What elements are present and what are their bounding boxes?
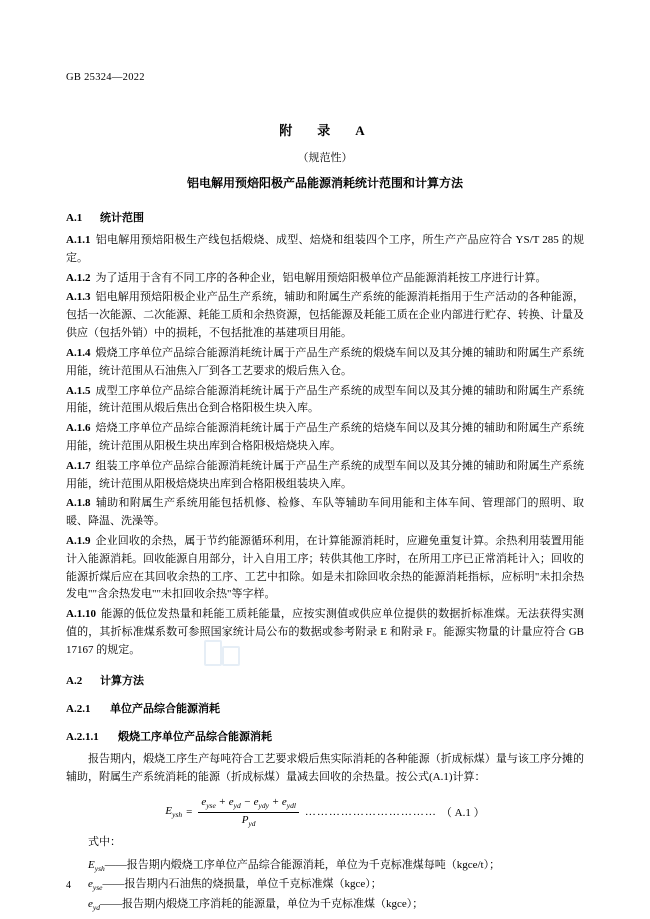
clause-a110 — [66, 606, 584, 659]
section-title: 计算方法 — [100, 674, 144, 687]
clause-number: A.1.5 — [66, 384, 91, 397]
definition-symbol: $E_{ysh}$ — [88, 858, 105, 873]
section-number: A.2 — [66, 674, 83, 687]
formula-denominator: $P_{yd}$ — [241, 813, 256, 828]
section-heading-a211 — [66, 728, 584, 744]
section-number: A.2.1 — [66, 702, 91, 715]
section-number: A.1 — [66, 212, 83, 224]
clause-number: A.1.1 — [66, 234, 91, 246]
formula-intro: 式中： — [88, 835, 121, 848]
formula-leader-dots: …………………………… — [304, 806, 437, 818]
appendix-name: 铝电解用预焙阳极产品能源消耗统计范围和计算方法 — [186, 176, 463, 190]
clause-text: 铝电解用预焙阳极生产线包括煅烧、成型、焙烧和组装四个工序，所生产产品应符合 YS/T 285 的规定。 — [66, 234, 584, 264]
page-content — [66, 120, 584, 915]
definition-symbol: $e_{yse}$ — [88, 878, 103, 893]
formula-a1 — [66, 796, 584, 827]
section-number: A.2.1.1 — [66, 730, 99, 743]
clause-number: A.1.7 — [66, 459, 91, 472]
definition-symbol: $e_{yd}$ — [88, 898, 100, 913]
clause-a11 — [66, 232, 584, 268]
clause-text: 成型工序单位产品综合能源消耗统计属于产品生产系统的成型车间以及其分摊的辅助和附属生产系统用能，统计范围从煅后焦出仓到合格阳极生块入库。 — [66, 384, 584, 415]
clause-a14 — [66, 345, 584, 381]
clause-text: 组装工序单位产品综合能源消耗统计属于产品生产系统的成型车间以及其分摊的辅助和附属生产系统用能，统计范围从阳极焙烧块出库到合格阳极组装块入库。 — [66, 459, 584, 490]
definition-item: $e_{yse}——$报告期内石油焦的烧损量，单位千克标准煤（kgce）； — [88, 878, 382, 893]
page-header: GB 25324—2022 — [66, 72, 145, 83]
definition-item: $e_{yd}——$报告期内煅烧工序消耗的能源量，单位为千克标准煤（kgce）； — [88, 898, 424, 913]
formula-lhs: $E_{ysh}$ — [165, 804, 183, 820]
clause-a15 — [66, 383, 584, 419]
clause-a13 — [66, 289, 584, 342]
clause-a18 — [66, 495, 584, 531]
definition-text: 报告期内石油焦的烧损量，单位千克标准煤（kgce）； — [124, 878, 382, 891]
section-heading-a1 — [66, 209, 584, 225]
formula-fraction — [198, 796, 299, 827]
appendix-subtitle: （规范性） — [297, 152, 353, 164]
definition-text: 报告期内煅烧工序消耗的能源量，单位为千克标准煤（kgce）； — [121, 898, 424, 911]
clause-number: A.1.8 — [66, 497, 91, 510]
clause-a19 — [66, 533, 584, 604]
watermark-logo — [198, 638, 244, 666]
clause-a16 — [66, 420, 584, 456]
appendix-title: 附 录 A — [279, 123, 371, 138]
clause-text: 辅助和附属生产系统用能包括机修、检修、车队等辅助车间用能和主体车间、管理部门的照明、取暖、降温、洗澡等。 — [66, 497, 584, 528]
clause-text: 焙烧工序单位产品综合能源消耗统计属于产品生产系统的焙烧车间以及其分摊的辅助和附属生产系统用能，统计范围从阳极生块出库到合格阳极焙烧块入库。 — [66, 422, 584, 452]
clause-number: A.1.4 — [66, 346, 91, 359]
formula-numerator: $e_{yse} + e_{yd} - e_{ydy} + e_{ydl}$ — [198, 796, 299, 812]
definition-item: $E_{ysh}——$报告期内煅烧工序单位产品综合能源消耗，单位为千克标准煤每吨（kgce/t）； — [88, 858, 501, 873]
formula-equals: = — [186, 806, 193, 818]
clause-a12 — [66, 270, 584, 288]
clause-text: 能源的低位发热量和耗能工质耗能量，应按实测值或供应单位提供的数据折标准煤。无法获得实测值的，其折标准煤系数可参照国家统计局公布的数据或参考附录 E 和附录 F。能源实物量的计量应符合 GB 17167 的规定。 — [66, 608, 584, 656]
page-number: 4 — [66, 880, 71, 891]
clause-text: 铝电解用预焙阳极企业产品生产系统，辅助和附属生产系统的能源消耗指用于生产活动的各种能源，包括一次能源、二次能源、耗能工质和余热资源，包括能源及耗能工质在企业内部进行贮存、转换、计量及供应（包括外销）中的损耗，不包括批准的基建项目用能。 — [66, 291, 584, 340]
clause-text: 企业回收的余热，属于节约能源循环利用，在计算能源消耗时，应避免重复计算。余热利用装置用能计入能源消耗。回收能源自用部分，计入自用工序；转供其他工序时，在所用工序已正常消耗计入；回收的能源折煤后应在其回收余热的工序、工艺中扣除。如是未扣除回收余热的能源消耗指标，应标明"未扣余热发电""含余热发电""未扣回收余热"等字样。 — [66, 535, 584, 601]
clause-text: 煅烧工序单位产品综合能源消耗统计属于产品生产系统的煅烧车间以及其分摊的辅助和附属生产系统用能，统计范围从石油焦入厂到各工艺要求的煅后焦入仓。 — [66, 346, 584, 377]
clause-a17 — [66, 458, 584, 494]
section-title: 煅烧工序单位产品综合能源消耗 — [118, 730, 272, 743]
body-paragraph: 报告期内，煅烧工序生产每吨符合工艺要求煅后焦实际消耗的各种能源（折成标煤）量与该工序分摊的辅助，附属生产系统消耗的能源（折成标煤）量减去回收的余热量。按公式(A.1)计算： — [66, 752, 584, 783]
clause-number: A.1.2 — [66, 271, 91, 284]
clause-number: A.1.10 — [66, 608, 96, 621]
clause-text: 为了适用于含有不同工序的各种企业，铝电解用预焙阳极单位产品能源消耗按工序进行计算。 — [95, 271, 547, 284]
clause-number: A.1.9 — [66, 535, 91, 547]
section-title: 单位产品综合能源消耗 — [110, 702, 220, 715]
clause-number: A.1.6 — [66, 422, 91, 435]
clause-number: A.1.3 — [66, 291, 91, 304]
formula-label: （ A.1 ） — [440, 807, 485, 819]
definition-text: 报告期内煅烧工序单位产品综合能源消耗，单位为千克标准煤每吨（kgce/t）； — [126, 858, 501, 871]
section-heading-a2 — [66, 672, 584, 688]
section-title: 统计范围 — [100, 212, 144, 224]
formula-definitions — [66, 856, 584, 915]
section-heading-a21 — [66, 700, 584, 716]
